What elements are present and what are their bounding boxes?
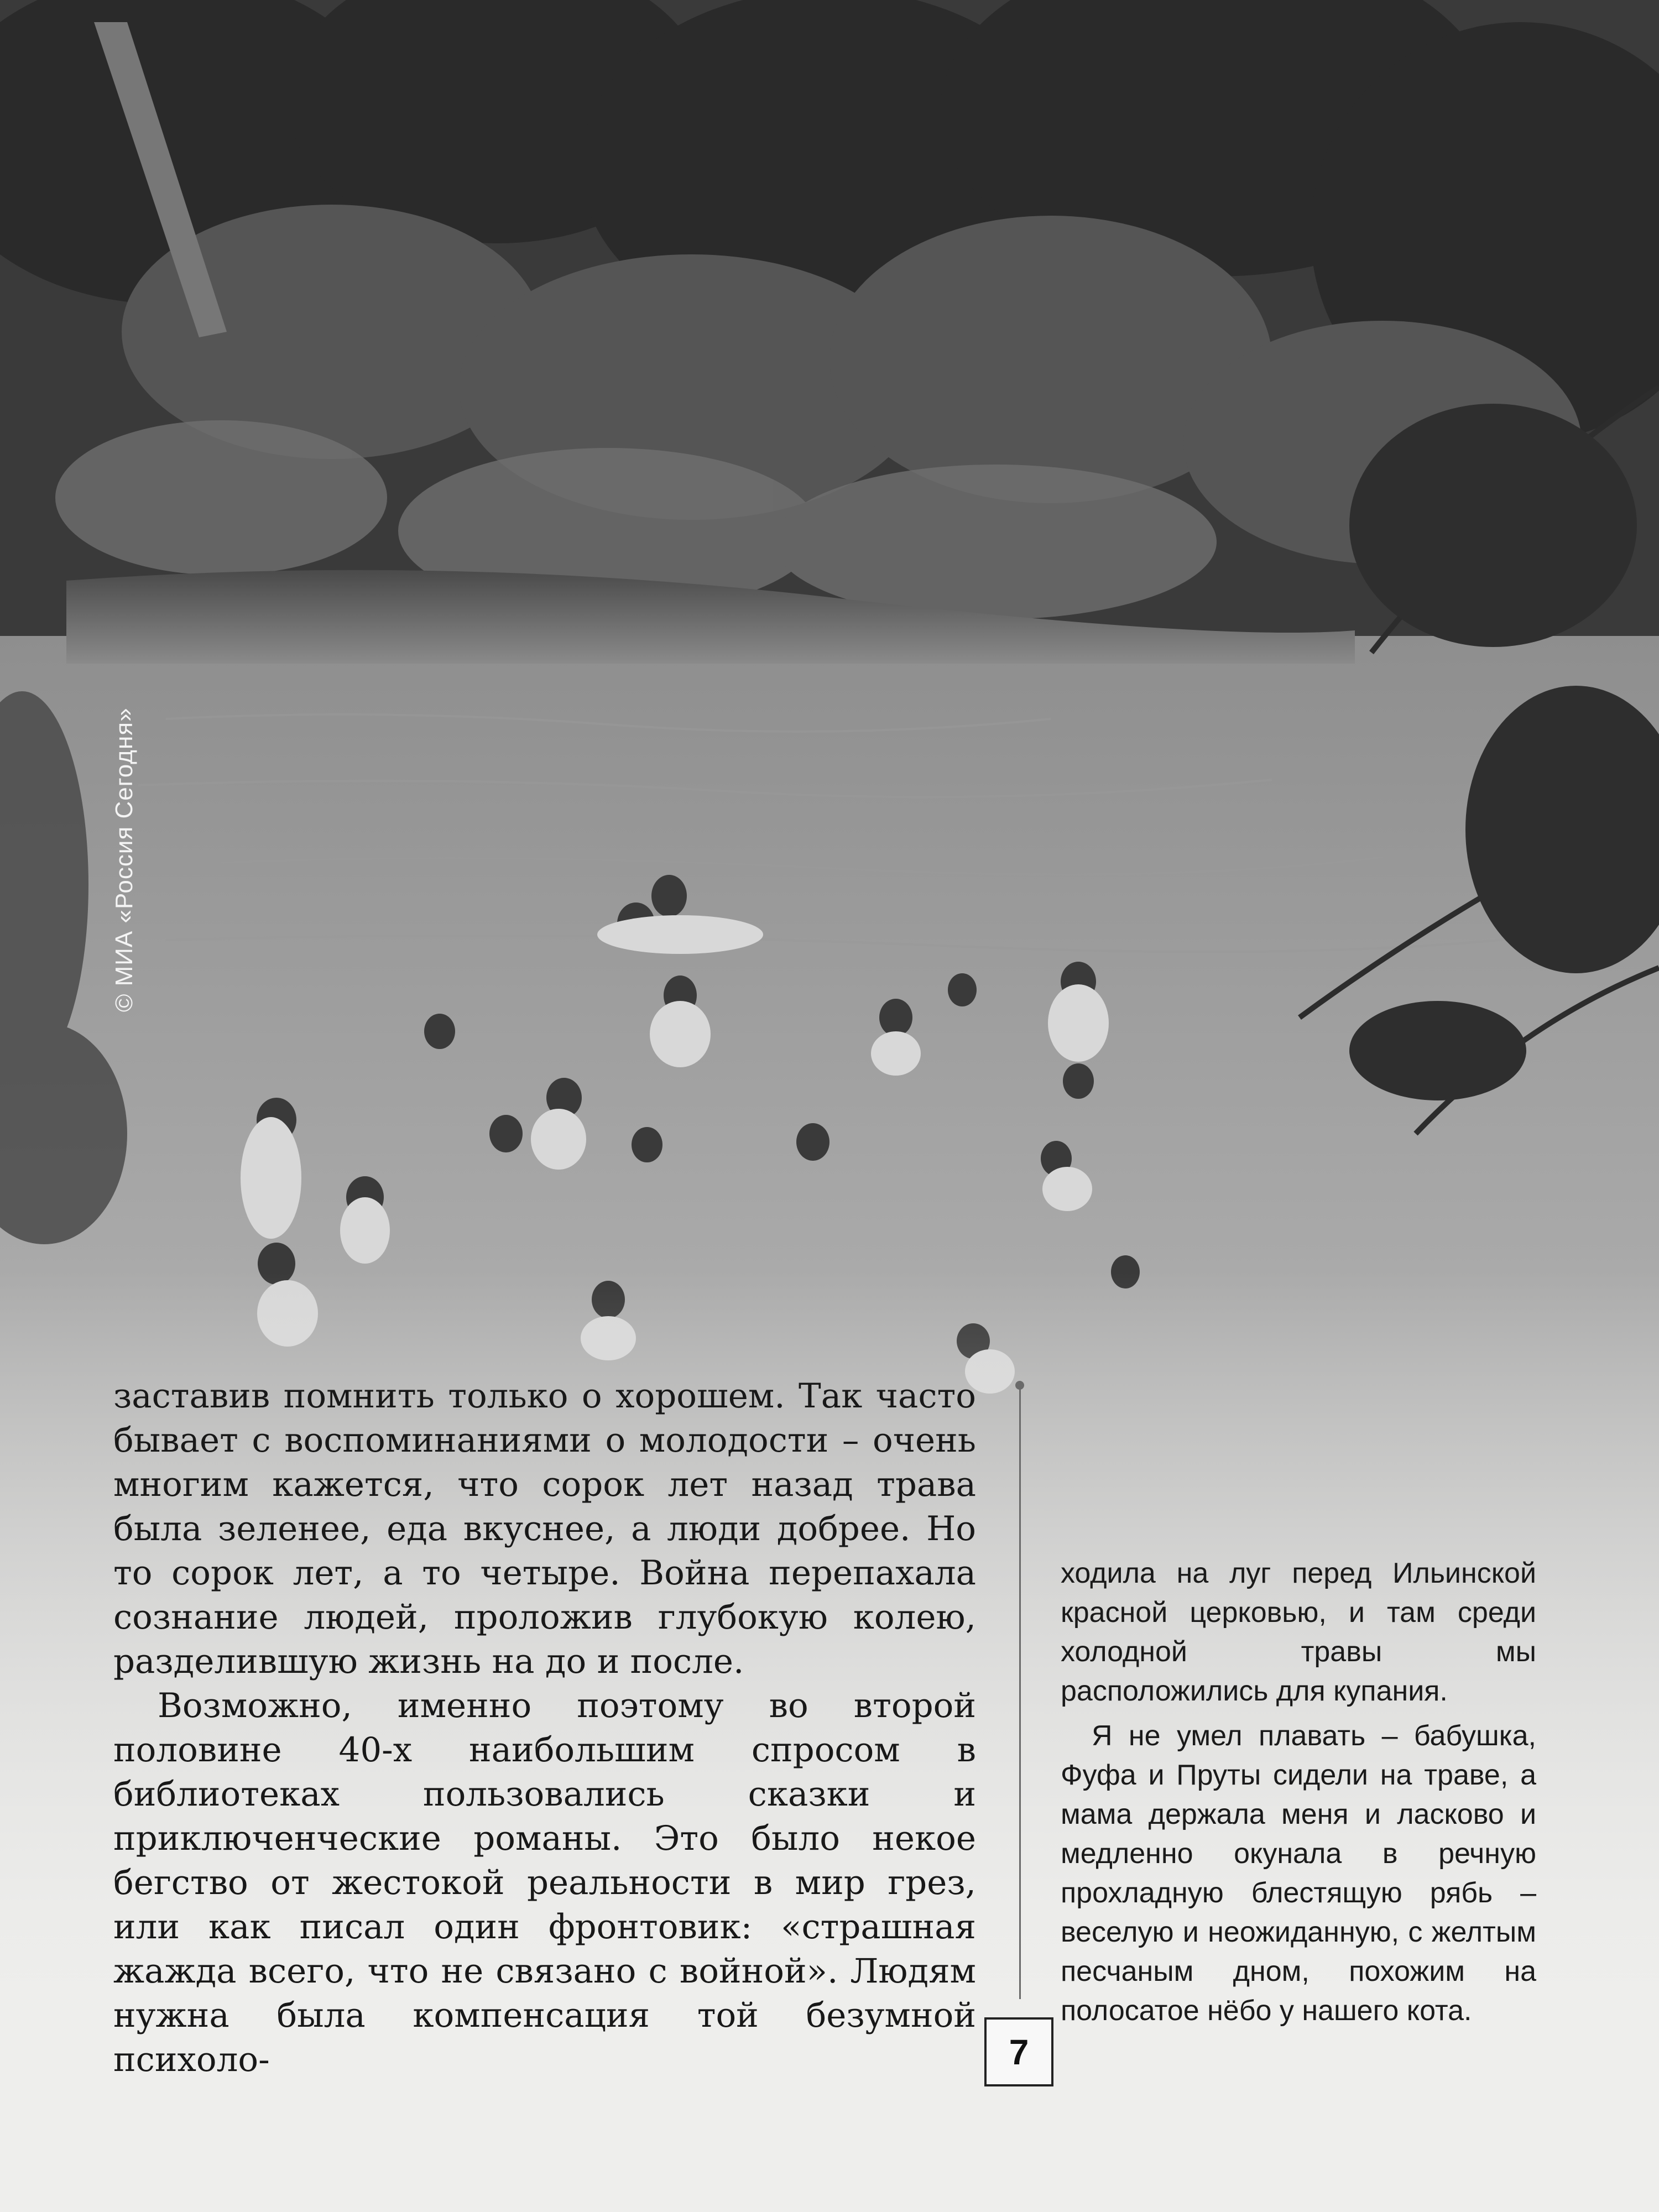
sidebar-text-column [1061, 1554, 1536, 2031]
sidebar-paragraph: ходила на луг перед Ильинской красной церковью, и там среди холодной травы мы расположились для купания. [1061, 1557, 1536, 1707]
main-paragraph: Возможно, именно поэтому во второй половине 40-х наибольшим спросом в библиотеках пользовались сказки и приключенческие романы. Это было некое бегство от жестокой реальности в мир грез, или как писал один фронтовик: «страшная жажда всего, что не связано с войной». Людям нужна была компенсация той безумной психоло- [113, 1686, 976, 2079]
sidebar-paragraph: Я не умел плавать – бабушка, Фуфа и Пруты сидели на траве, а мама держала меня и ласково и медленно окунала в речную прохладную блестящую рябь – веселую и неожиданную, с желтым песчаным дном, похожим на полосатое нёбо у нашего кота. [1061, 1720, 1536, 2027]
main-text-column [113, 1374, 976, 2082]
main-paragraph: заставив помнить только о хорошем. Так часто бывает с воспоминаниями о молодости – очень многим кажется, что сорок лет назад трава была зеленее, еда вкуснее, а люди добрее. Но то сорок лет, а то четыре. Война перепахала сознание людей, проложив глубокую колею, разделившую жизнь на до и после. [113, 1376, 976, 1681]
photo-credit: © МИА «Россия Сегодня» [111, 707, 138, 1012]
page-number: 7 [984, 2017, 1053, 2086]
column-divider [1019, 1385, 1021, 1999]
